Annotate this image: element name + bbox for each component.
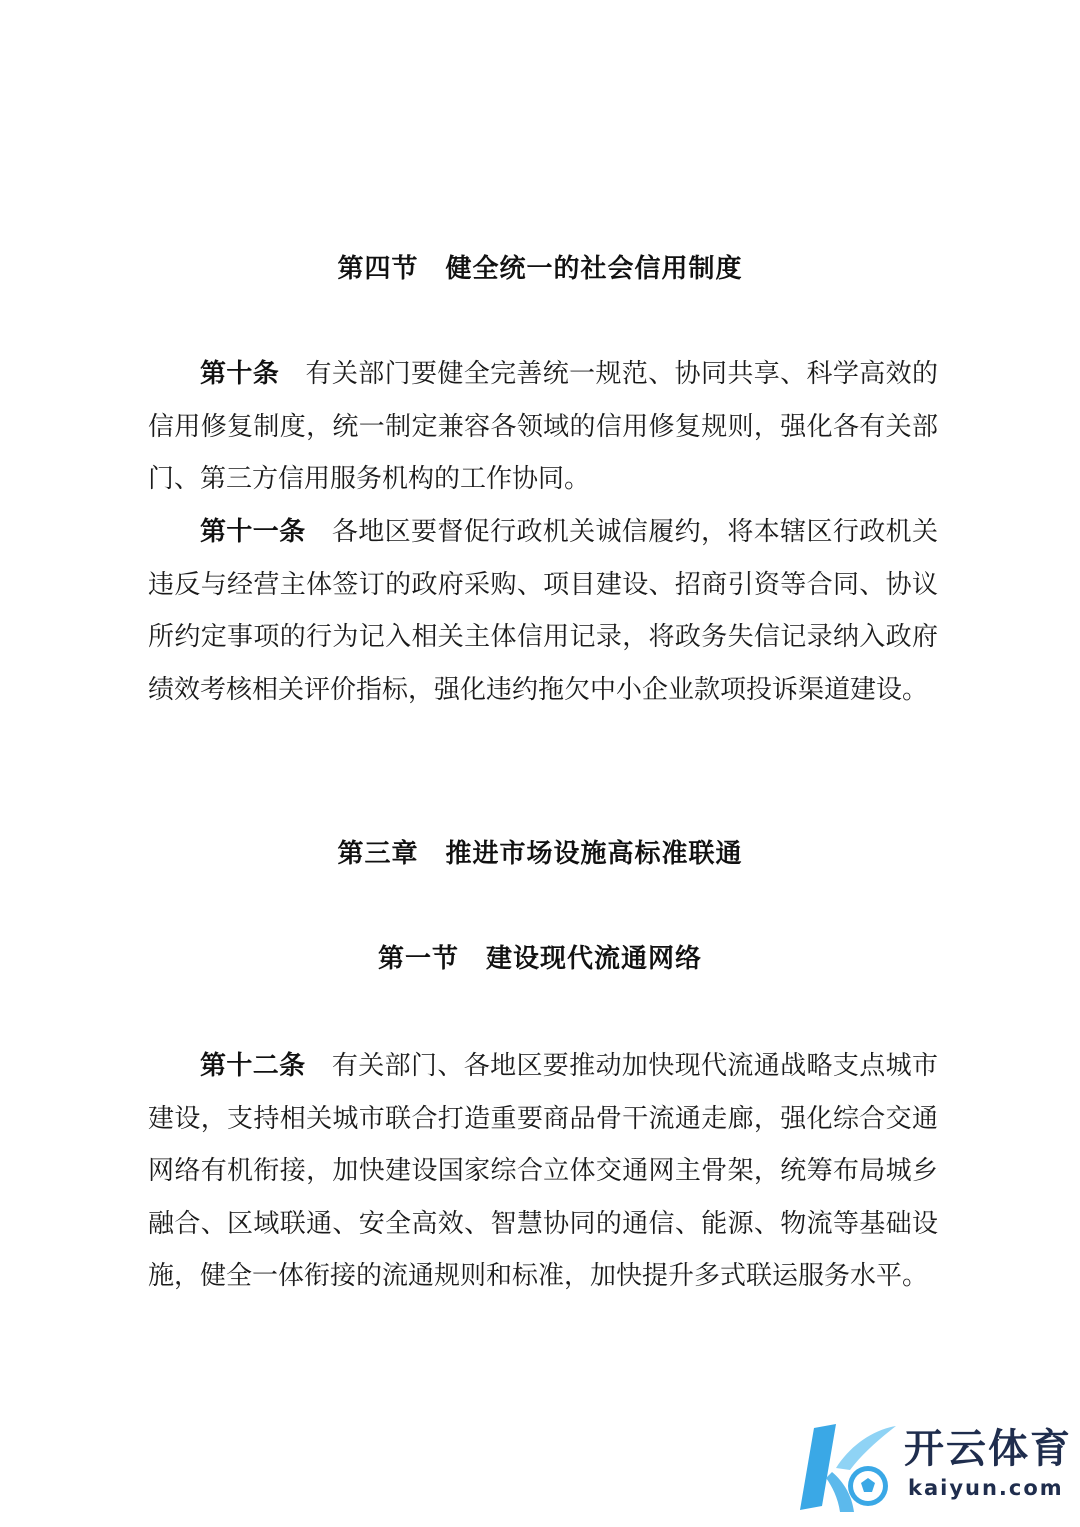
watermark-brand-en: kaiyun.com [908,1476,1064,1500]
article-11-text: 各地区要督促行政机关诚信履约，将本辖区行政机关违反与经营主体签订的政府采购、项目建设、招商引资等合同、协议所约定事项的行为记入相关主体信用记录，将政务失信记录纳入政府绩效考核相关评价指标，强化违约拖欠中小企业款项投诉渠道建设。 [148,517,938,705]
watermark-brand-cn: 开云体育 [904,1426,1072,1472]
article-11-paragraph [148,506,938,716]
article-10-number: 第十条 [200,359,280,389]
section-4-heading: 第四节 健全统一的社会信用制度 [337,254,743,284]
article-10-text: 有关部门要健全完善统一规范、协同共享、科学高效的信用修复制度，统一制定兼容各领域的信用修复规则，强化各有关部门、第三方信用服务机构的工作协同。 [148,359,938,495]
article-12-text: 有关部门、各地区要推动加快现代流通战略支点城市建设，支持相关城市联合打造重要商品骨干流通走廊，强化综合交通网络有机衔接，加快建设国家综合立体交通网主骨架，统筹布局城乡融合、区域联通、安全高效、智慧协同的通信、能源、物流等基础设施，健全一体衔接的流通规则和标准，加快提升多式联运服务水平。 [148,1051,938,1292]
kaiyun-watermark-logo [792,1416,1080,1527]
article-12-paragraph [148,1040,938,1303]
article-11-number: 第十一条 [200,517,306,547]
chapter-3-heading: 第三章 推进市场设施高标准联通 [337,839,743,869]
article-12-number: 第十二条 [200,1051,306,1081]
section-1-heading: 第一节 建设现代流通网络 [377,944,702,974]
kaiyun-k-football-logo-icon [792,1416,900,1516]
article-10-paragraph [148,348,938,506]
